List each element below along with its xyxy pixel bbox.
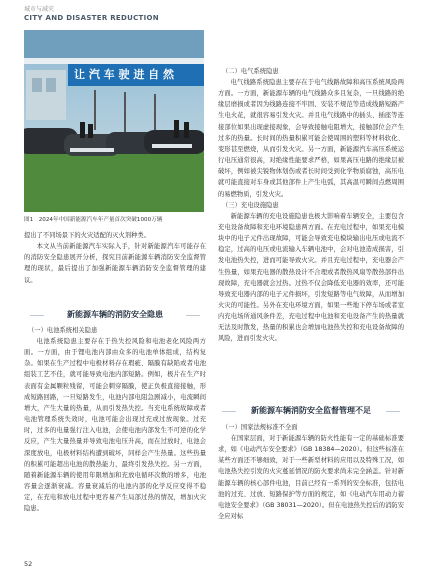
subhead-standards: （一）国家法规标准不全面 — [222, 424, 298, 431]
photo-banner: 让 汽 车 驶 进 自 然 — [68, 64, 204, 86]
subhead-battery: （一）电池系统相关隐患 — [28, 327, 98, 334]
subhead-electrical: （二）电气系统隐患 — [222, 68, 279, 75]
intro-continuation: 提出了不同场景下的火灾适配的灭火剂种类。 — [24, 232, 150, 239]
section-title-hazards: 新能源车辆的消防安全隐患 — [24, 309, 206, 321]
header-chinese: 城市与减灾 — [24, 6, 55, 13]
left-body — [24, 325, 206, 515]
battery-paragraph: 电池系统隐患主要存在于热失控风险和电池老化风险两方面。一方面，由于锂电池内部由众多的电池单体组成，结构复杂。如果在生产过程中电极材料存在瑕疵、隔膜有缺陷或者电池组装工艺不佳，就可能导致电池内部短路。例如，极片在生产时表面有金属颗粒残留，可能会刺穿隔膜，使正负极直接接触，形成短路回路，一旦短路发生，电池内部电阻急剧减小，电流瞬间增大，产生大量的热量，从而引发热失控。当充电系统故障或者电池管理系统失效时，电池可能会出现过充或过放现象。过充时，过多的电量强行注入电池，会使电池内部发生不可逆的化学反应，产生大量热量并导致电池电压升高，而在过放时，电池会深度放电，电极材料结构遭到破坏，同样会产生热量。这些热量的积累可能超出电池的散热能力，最终引发热失控。另一方面，随着新能源车辆的使用年限增加和充放电循环次数的增多，电池容量会逐渐衰减。容量衰减后的电池内部的化学反应变得不稳定，在充电和放电过程中更容易产生局部过热的情况，增加火灾隐患。 — [24, 338, 206, 513]
title-rule-left — [30, 315, 44, 316]
running-header — [24, 6, 159, 23]
title-rule-right — [186, 315, 200, 316]
intro-paragraph: 本文从当前新能源汽车实际入手，针对新能源汽车可能存在的消防安全隐患展开分析，探究目前新能源车辆消防安全监督管理的现状，最后提出了加强新能源车辆消防安全监督管理的建议。 — [24, 243, 206, 284]
charging-paragraph: 新能源车辆的充电设施隐患也极大影响着车辆安全，主要包含充电设备故障和充电环境隐患两方面。在充电过程中，如果充电模块中的电子元件出现故障，可能会导致充电模块输出电压或电流不稳定，过高的电压或电流输入车辆电池中，会对电池造成损害，引发电池热失控，进而可能导致火灾。并且充电过程中，充电器会产生热量，如果充电器的散热设计不合理或者散热风扇等散热部件出现故障，充电器就会过热。过热不仅会降低充电器的效率，还可能导致充电器内部的电子元件损坏，引发短路等电气故障，从而增加火灾的可能性。另外在充电环境方面，如果一些地下停车场或者室内充电场所通风条件差，充电过程中电池和充电设备产生的热量就无法及时散发，热量的积累也会增加电池热失控和充电设备故障的风险，进而引发火灾。 — [218, 212, 404, 343]
figure-caption: 图1 2024年中国新能源汽车年产量首次突破1000万辆 — [24, 217, 163, 223]
right-column-bottom — [218, 422, 404, 522]
building — [26, 70, 66, 120]
subhead-charging: （三）充电设施隐患 — [222, 201, 279, 209]
figure-photo — [24, 30, 204, 212]
header-english: CITY AND DISASTER REDUCTION — [24, 14, 159, 22]
title-rule-right — [386, 411, 400, 412]
section-title-supervision: 新能源车辆消防安全监督管理不足 — [218, 405, 404, 417]
page-number: 52 — [24, 560, 33, 568]
photo-illustration — [24, 30, 204, 212]
right-column-top — [218, 18, 404, 345]
standards-paragraph: 在国家层面，对于新能源车辆的防火性能有一定的基础标准要求，如《电动汽车安全要求》（GB 18384—2020）。但这些标准在某些方面还不够细致，对于一些新型材料的应用以及特殊工况，如电池热失控引发的火灾蔓延情况的防火要求尚未完全涵盖。针对新能源车辆的核心部件电池，目前已经有一系列的安全标准，包括电池的过充、过放、短路保护等方面的规定，如《电动汽车用动力蓄电池安全要求》（GB 38031—2020）。但在电池热失控后的消防安全应对标 — [218, 435, 404, 521]
title-rule-left — [222, 411, 236, 412]
sky-area — [24, 30, 204, 60]
electrical-paragraph: 电气线路系统隐患主要存在于电气线路故障和高压系统风险两方面。一方面，新能源车辆的电气线路众多且复杂，一旦线路的绝缘层磨损或者因为线路连接不牢固、安装不规范等造成线路短路产生电火花，就很容易引发火灾。并且电气线路中的插头、插座等连接部位如果出现虚接现象，会导致接触电阻增大，接触部位会产生过多的热量。长时间的热量积累可能会使周围的塑料等材料软化、变形甚至燃烧，从而引发火灾。另一方面，新能源汽车高压系统运行电压通常很高，对绝缘性能要求严格，如果高压电路的绝缘层被破坏，例如被尖锐物体划伤或者长时间受到化学物质腐蚀，高压电就可能直接对车身或其他部件上产生电弧，其高温可瞬间点燃周围的易燃物质，引发火灾。 — [218, 79, 404, 198]
left-column — [24, 230, 206, 286]
